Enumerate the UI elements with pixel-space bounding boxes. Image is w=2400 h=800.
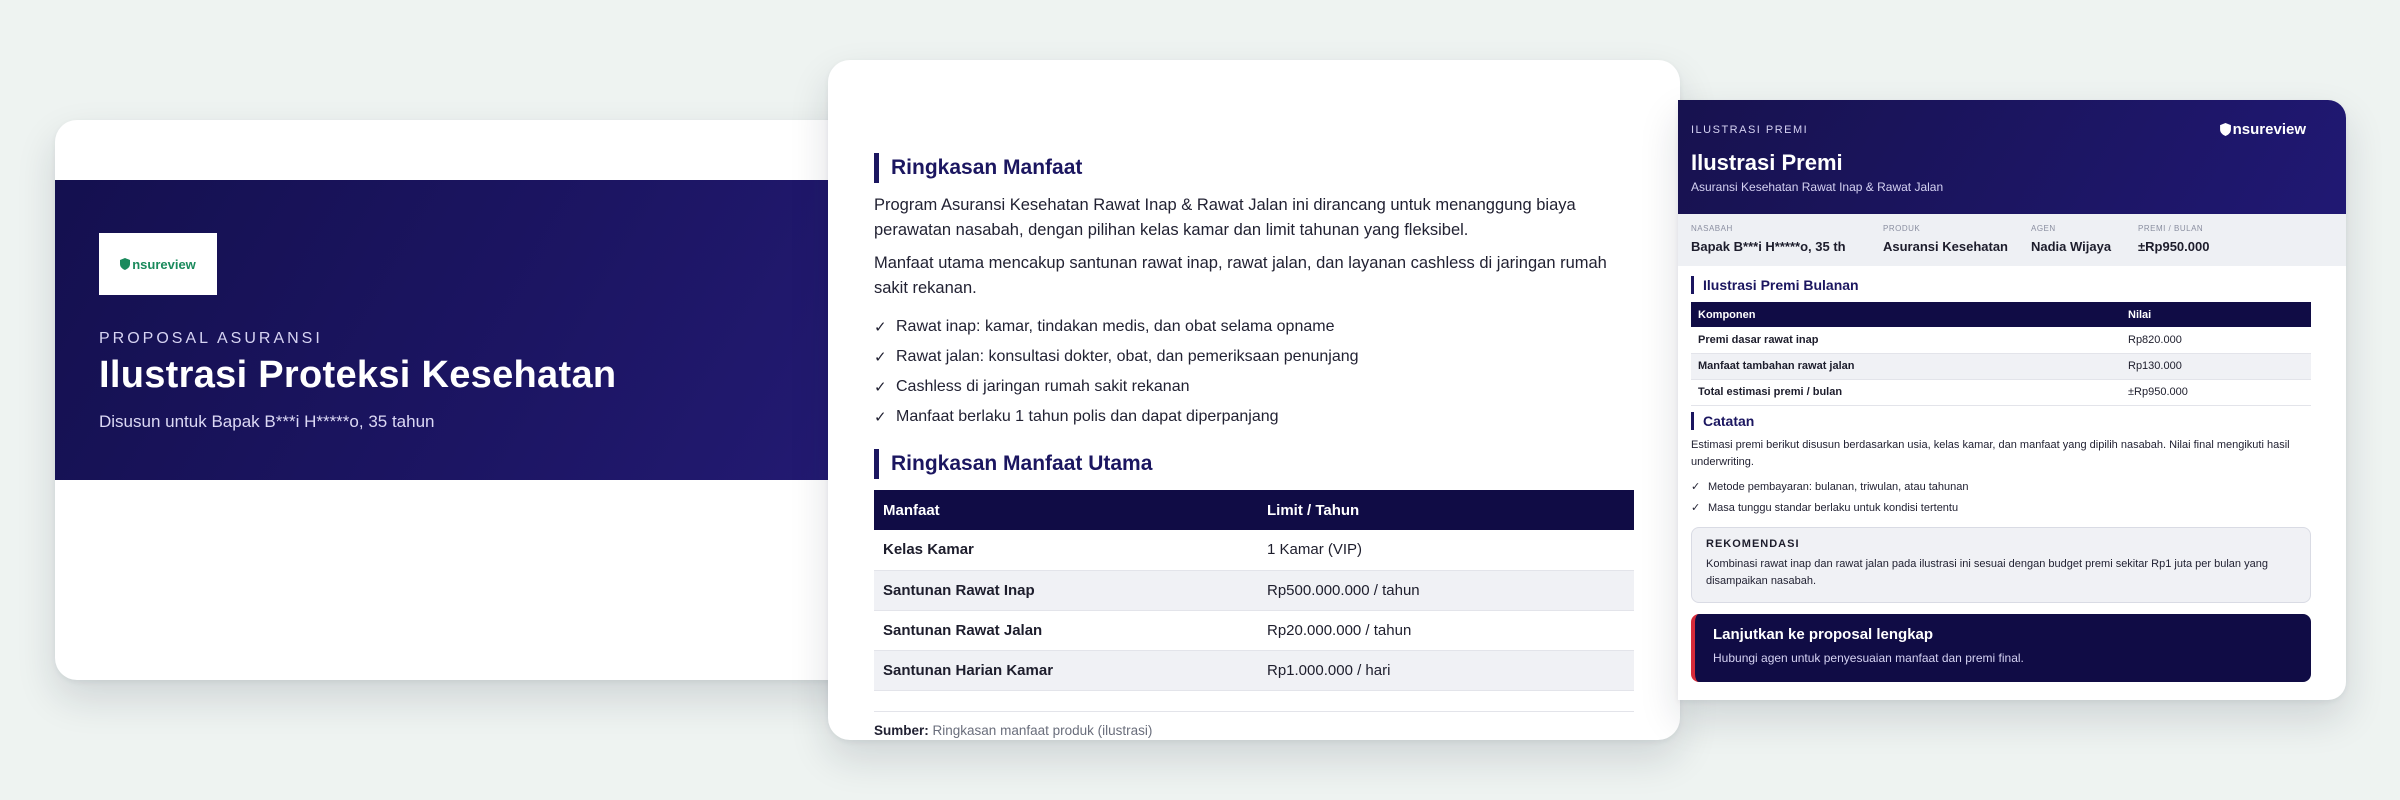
table-row bbox=[874, 530, 1634, 570]
proposal-cta-button[interactable] bbox=[1691, 614, 2311, 682]
section-title-ringkasan bbox=[874, 153, 1082, 183]
meta-value: Nadia Wijaya bbox=[2031, 239, 2112, 254]
premium-subtitle: Asuransi Kesehatan Rawat Inap & Rawat Jalan bbox=[1691, 180, 1944, 194]
premium-eyebrow: ILUSTRASI PREMI bbox=[1691, 124, 1809, 136]
check-icon: ✓ bbox=[874, 379, 887, 396]
list-item-text: Manfaat berlaku 1 tahun polis dan dapat diperpanjang bbox=[896, 408, 1279, 425]
table-cell: Rp820.000 bbox=[2121, 327, 2311, 353]
list-item bbox=[874, 312, 1634, 342]
meta-agen bbox=[2031, 224, 2111, 254]
cover-subtitle: Disusun untuk Bapak B***i H*****o, 35 tahun bbox=[99, 412, 435, 431]
table-row bbox=[1691, 353, 2311, 379]
benefits-slide bbox=[828, 60, 1680, 740]
section-title-text: Ringkasan Manfaat bbox=[891, 156, 1083, 179]
table-cell: Total estimasi premi / bulan bbox=[1691, 379, 2121, 405]
source-note bbox=[874, 723, 1152, 738]
source-label: Sumber: bbox=[874, 723, 929, 738]
table-row bbox=[874, 570, 1634, 610]
list-item-text: Rawat inap: kamar, tindakan medis, dan obat selama opname bbox=[896, 318, 1335, 335]
meta-value: Asuransi Kesehatan bbox=[1883, 239, 2008, 254]
list-item-text: Cashless di jaringan rumah sakit rekanan bbox=[896, 378, 1190, 395]
section-title-premi-bulanan bbox=[1691, 276, 1859, 294]
recommendation-box bbox=[1691, 527, 2311, 603]
premium-table bbox=[1691, 302, 2311, 406]
premium-header bbox=[1678, 100, 2346, 214]
cta-body: Hubungi agen untuk penyesuaian manfaat dan premi final. bbox=[1713, 651, 2024, 665]
meta-label: AGEN bbox=[2031, 224, 2056, 233]
meta-value: ±Rp950.000 bbox=[2138, 239, 2210, 254]
cover-title: Ilustrasi Proteksi Kesehatan bbox=[99, 354, 617, 396]
table-cell: Premi dasar rawat inap bbox=[1691, 327, 2121, 353]
table-header-row bbox=[874, 490, 1634, 530]
meta-produk bbox=[1883, 224, 2008, 254]
section-accent-bar bbox=[1691, 276, 1694, 294]
divider bbox=[874, 711, 1634, 712]
note-checklist bbox=[1691, 476, 2311, 518]
cta-title: Lanjutkan ke proposal lengkap bbox=[1713, 626, 1934, 643]
table-row bbox=[1691, 327, 2311, 353]
benefit-paragraph: Manfaat utama mencakup santunan rawat inap, rawat jalan, dan layanan cashless di jaringan rumah sakit rekanan. bbox=[874, 254, 1607, 297]
client-meta-bar bbox=[1678, 214, 2346, 266]
table-cell: Kelas Kamar bbox=[874, 530, 1258, 570]
column-header: Manfaat bbox=[874, 490, 1258, 530]
table-cell: Manfaat tambahan rawat jalan bbox=[1691, 353, 2121, 379]
brand-logo bbox=[2220, 121, 2306, 138]
source-link[interactable]: Ringkasan manfaat produk (ilustrasi) bbox=[932, 723, 1153, 738]
meta-label: PREMI / BULAN bbox=[2138, 224, 2204, 233]
list-item bbox=[874, 342, 1634, 372]
check-icon: ✓ bbox=[1691, 502, 1701, 514]
meta-nasabah bbox=[1691, 224, 1846, 254]
section-title-text: Ilustrasi Premi Bulanan bbox=[1703, 277, 1859, 293]
section-accent-bar bbox=[1691, 412, 1694, 430]
table-row bbox=[874, 650, 1634, 690]
premium-title: Ilustrasi Premi bbox=[1691, 150, 1843, 175]
table-cell: Santunan Rawat Inap bbox=[874, 570, 1258, 610]
brand-logo bbox=[99, 233, 217, 295]
cover-slide bbox=[55, 120, 915, 680]
list-item-text: Metode pembayaran: bulanan, triwulan, atau tahunan bbox=[1708, 480, 1969, 493]
note-paragraph: Estimasi premi berikut disusun berdasarkan usia, kelas kamar, dan manfaat yang dipilih nasabah. Nilai final mengikuti hasil underwriting. bbox=[1691, 439, 2290, 468]
table-cell: Santunan Harian Kamar bbox=[874, 650, 1258, 690]
table-row bbox=[874, 610, 1634, 650]
check-icon: ✓ bbox=[874, 319, 887, 336]
table-row bbox=[1691, 379, 2311, 405]
table-cell: Rp20.000.000 / tahun bbox=[1258, 610, 1634, 650]
shield-icon bbox=[2220, 123, 2231, 136]
meta-premi bbox=[2138, 224, 2209, 254]
column-header: Komponen bbox=[1691, 302, 2121, 327]
recommendation-body: Kombinasi rawat inap dan rawat jalan pada ilustrasi ini sesuai dengan budget premi sekitar Rp1 juta per bulan yang disampaikan nasabah. bbox=[1706, 558, 2268, 587]
table-cell: Rp1.000.000 / hari bbox=[1258, 650, 1634, 690]
column-header: Nilai bbox=[2121, 302, 2311, 327]
column-header: Limit / Tahun bbox=[1258, 490, 1634, 530]
meta-value: Bapak B***i H*****o, 35 th bbox=[1691, 239, 1846, 254]
list-item bbox=[874, 402, 1634, 432]
section-accent-bar bbox=[874, 153, 879, 183]
benefits-table bbox=[874, 490, 1634, 691]
table-cell: 1 Kamar (VIP) bbox=[1258, 530, 1634, 570]
benefit-checklist bbox=[874, 312, 1634, 432]
premium-slide bbox=[1678, 100, 2346, 700]
table-cell: Santunan Rawat Jalan bbox=[874, 610, 1258, 650]
list-item-text: Masa tunggu standar berlaku untuk kondisi tertentu bbox=[1708, 501, 1959, 514]
table-cell: ±Rp950.000 bbox=[2121, 379, 2311, 405]
section-title-text: Ringkasan Manfaat Utama bbox=[891, 452, 1153, 475]
intro-paragraph: Program Asuransi Kesehatan Rawat Inap & Rawat Jalan ini dirancang untuk menanggung biaya perawatan nasabah, dengan pilihan kelas kamar dan limit tahunan yang fleksibel. bbox=[874, 196, 1576, 239]
list-item bbox=[874, 372, 1634, 402]
meta-label: NASABAH bbox=[1691, 224, 1733, 233]
section-title-utama bbox=[874, 449, 1152, 479]
section-title-catatan bbox=[1691, 412, 1754, 430]
table-cell: Rp500.000.000 / tahun bbox=[1258, 570, 1634, 610]
section-title-text: Catatan bbox=[1703, 413, 1755, 429]
section-accent-bar bbox=[874, 449, 879, 479]
meta-label: PRODUK bbox=[1883, 224, 1921, 233]
list-item bbox=[1691, 476, 2311, 497]
shield-icon bbox=[120, 258, 130, 270]
cover-hero bbox=[55, 180, 915, 480]
recommendation-title: REKOMENDASI bbox=[1706, 538, 1800, 550]
check-icon: ✓ bbox=[874, 349, 887, 366]
table-header-row bbox=[1691, 302, 2311, 327]
cover-eyebrow: PROPOSAL ASURANSI bbox=[99, 330, 323, 347]
check-icon: ✓ bbox=[1691, 481, 1701, 493]
brand-name: nsureview bbox=[2232, 121, 2306, 138]
check-icon: ✓ bbox=[874, 409, 887, 426]
table-cell: Rp130.000 bbox=[2121, 353, 2311, 379]
list-item-text: Rawat jalan: konsultasi dokter, obat, dan pemeriksaan penunjang bbox=[896, 348, 1359, 365]
brand-name: nsureview bbox=[132, 256, 196, 272]
list-item bbox=[1691, 497, 2311, 518]
